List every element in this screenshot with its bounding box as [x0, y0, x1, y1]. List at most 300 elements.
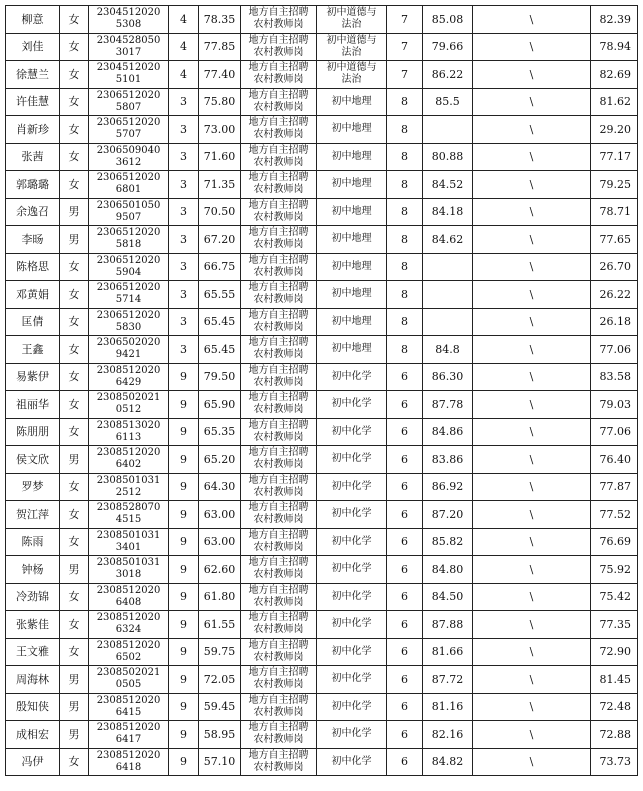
- exam-id-line-2: 6417: [115, 734, 142, 746]
- table-row: [6, 143, 638, 171]
- total-score-cell: 29.20: [591, 116, 638, 144]
- position-line-1: 地方自主招聘: [248, 392, 309, 404]
- exam-id-line-2: 5830: [115, 321, 142, 333]
- exam-id-line-1: 2308512020: [96, 694, 161, 706]
- name-cell: 陈朋朋: [6, 418, 60, 446]
- position-cell: [241, 281, 317, 309]
- exam-id-line-1: 2308512020: [96, 584, 161, 596]
- exam-id-line-1: 2308502021: [96, 667, 161, 679]
- written-score-cell: 71.60: [199, 143, 241, 171]
- exam-id-cell: [89, 363, 169, 391]
- position-line-2: 农村教师岗: [253, 486, 304, 498]
- exam-id-line-1: 2308502021: [96, 392, 161, 404]
- position-line-1: 地方自主招聘: [248, 309, 309, 321]
- name-cell: 匡倩: [6, 308, 60, 336]
- remark-cell: \: [473, 721, 591, 749]
- subject-cell: [317, 143, 387, 171]
- group-cell: 9: [169, 721, 199, 749]
- gender-cell: 女: [60, 253, 89, 281]
- score-table: [5, 5, 638, 776]
- position-line-1: 地方自主招聘: [248, 254, 309, 266]
- position-line-2: 农村教师岗: [253, 239, 304, 251]
- written-score-cell: 77.40: [199, 61, 241, 89]
- subject-line-1: 初中地理: [331, 205, 372, 217]
- name-cell: 徐慧兰: [6, 61, 60, 89]
- name-cell: 邓黄娟: [6, 281, 60, 309]
- position-line-1: 地方自主招聘: [248, 89, 309, 101]
- interview-score-cell: 84.82: [423, 748, 473, 776]
- exam-id-line-1: 2306502020: [96, 337, 161, 349]
- exam-id-line-2: 6113: [115, 431, 142, 443]
- gender-cell: 女: [60, 363, 89, 391]
- interview-score-cell: [423, 116, 473, 144]
- table-row: [6, 528, 638, 556]
- name-cell: 殷知侠: [6, 693, 60, 721]
- exam-id-cell: [89, 61, 169, 89]
- name-cell: 钟杨: [6, 556, 60, 584]
- group-cell: 3: [169, 116, 199, 144]
- subject-line-1: 初中化学: [331, 453, 372, 465]
- position-line-1: 地方自主招聘: [248, 694, 309, 706]
- exam-id-cell: [89, 473, 169, 501]
- group-cell: 9: [169, 363, 199, 391]
- remark-cell: \: [473, 61, 591, 89]
- subject-line-1: 初中化学: [331, 425, 372, 437]
- gender-cell: 女: [60, 88, 89, 116]
- position-line-2: 农村教师岗: [253, 459, 304, 471]
- count-cell: 6: [387, 473, 423, 501]
- count-cell: 8: [387, 171, 423, 199]
- table-row: [6, 363, 638, 391]
- exam-id-line-2: 3018: [115, 569, 142, 581]
- written-score-cell: 70.50: [199, 198, 241, 226]
- subject-line-1: 初中化学: [331, 480, 372, 492]
- position-line-1: 地方自主招聘: [248, 474, 309, 486]
- position-line-1: 地方自主招聘: [248, 144, 309, 156]
- interview-score-cell: [423, 308, 473, 336]
- subject-line-1: 初中地理: [331, 343, 372, 355]
- group-cell: 9: [169, 638, 199, 666]
- count-cell: 6: [387, 721, 423, 749]
- written-score-cell: 78.35: [199, 6, 241, 34]
- interview-score-cell: 80.88: [423, 143, 473, 171]
- exam-id-cell: [89, 253, 169, 281]
- subject-cell: [317, 583, 387, 611]
- position-cell: [241, 61, 317, 89]
- exam-id-cell: [89, 6, 169, 34]
- name-cell: 周海林: [6, 666, 60, 694]
- exam-id-cell: [89, 116, 169, 144]
- subject-cell: [317, 308, 387, 336]
- subject-cell: [317, 253, 387, 281]
- interview-score-cell: 84.86: [423, 418, 473, 446]
- exam-id-cell: [89, 198, 169, 226]
- position-line-1: 地方自主招聘: [248, 557, 309, 569]
- position-line-2: 农村教师岗: [253, 156, 304, 168]
- position-line-2: 农村教师岗: [253, 651, 304, 663]
- position-line-2: 农村教师岗: [253, 349, 304, 361]
- subject-cell: [317, 501, 387, 529]
- position-line-2: 农村教师岗: [253, 266, 304, 278]
- written-score-cell: 65.55: [199, 281, 241, 309]
- exam-id-line-1: 2306512020: [96, 282, 161, 294]
- exam-id-line-1: 2306501050: [96, 199, 161, 211]
- gender-cell: 男: [60, 693, 89, 721]
- exam-id-line-1: 2308512020: [96, 749, 161, 761]
- position-line-2: 农村教师岗: [253, 19, 304, 31]
- count-cell: 8: [387, 281, 423, 309]
- exam-id-line-2: 5707: [115, 129, 142, 141]
- subject-line-1: 初中地理: [331, 233, 372, 245]
- count-cell: 8: [387, 116, 423, 144]
- position-line-1: 地方自主招聘: [248, 529, 309, 541]
- position-line-1: 地方自主招聘: [248, 62, 309, 74]
- count-cell: 6: [387, 611, 423, 639]
- exam-id-cell: [89, 308, 169, 336]
- position-cell: [241, 198, 317, 226]
- position-line-1: 地方自主招聘: [248, 282, 309, 294]
- exam-id-cell: [89, 446, 169, 474]
- exam-id-line-1: 2308512020: [96, 364, 161, 376]
- exam-id-line-2: 6418: [115, 761, 142, 773]
- name-cell: 许佳慧: [6, 88, 60, 116]
- position-line-1: 地方自主招聘: [248, 612, 309, 624]
- position-line-1: 地方自主招聘: [248, 199, 309, 211]
- table-row: [6, 198, 638, 226]
- remark-cell: \: [473, 446, 591, 474]
- exam-id-line-2: 5818: [115, 239, 142, 251]
- position-line-1: 地方自主招聘: [248, 749, 309, 761]
- position-line-1: 地方自主招聘: [248, 447, 309, 459]
- subject-cell: [317, 556, 387, 584]
- name-cell: 李旸: [6, 226, 60, 254]
- position-cell: [241, 721, 317, 749]
- exam-id-line-2: 0512: [115, 404, 142, 416]
- count-cell: 8: [387, 336, 423, 364]
- exam-id-line-2: 6502: [115, 651, 142, 663]
- position-cell: [241, 556, 317, 584]
- count-cell: 6: [387, 556, 423, 584]
- group-cell: 9: [169, 666, 199, 694]
- subject-line-1: 初中地理: [331, 288, 372, 300]
- subject-line-1: 初中化学: [331, 563, 372, 575]
- subject-cell: [317, 391, 387, 419]
- position-line-2: 农村教师岗: [253, 624, 304, 636]
- gender-cell: 女: [60, 528, 89, 556]
- interview-score-cell: 84.62: [423, 226, 473, 254]
- position-line-2: 农村教师岗: [253, 376, 304, 388]
- written-score-cell: 65.90: [199, 391, 241, 419]
- total-score-cell: 77.06: [591, 418, 638, 446]
- position-line-2: 农村教师岗: [253, 129, 304, 141]
- exam-id-cell: [89, 693, 169, 721]
- subject-line-1: 初中化学: [331, 590, 372, 602]
- exam-id-line-1: 2308501031: [96, 529, 161, 541]
- remark-cell: \: [473, 363, 591, 391]
- table-row: [6, 556, 638, 584]
- written-score-cell: 79.50: [199, 363, 241, 391]
- exam-id-cell: [89, 666, 169, 694]
- position-line-1: 地方自主招聘: [248, 337, 309, 349]
- name-cell: 陈雨: [6, 528, 60, 556]
- position-line-2: 农村教师岗: [253, 431, 304, 443]
- interview-score-cell: 85.08: [423, 6, 473, 34]
- remark-cell: \: [473, 528, 591, 556]
- subject-line-1: 初中地理: [331, 150, 372, 162]
- written-score-cell: 71.35: [199, 171, 241, 199]
- exam-id-line-1: 2308512020: [96, 722, 161, 734]
- position-line-2: 农村教师岗: [253, 404, 304, 416]
- position-cell: [241, 501, 317, 529]
- position-cell: [241, 693, 317, 721]
- written-score-cell: 61.55: [199, 611, 241, 639]
- remark-cell: \: [473, 583, 591, 611]
- total-score-cell: 83.58: [591, 363, 638, 391]
- position-cell: [241, 528, 317, 556]
- total-score-cell: 26.22: [591, 281, 638, 309]
- exam-id-cell: [89, 226, 169, 254]
- interview-score-cell: 87.72: [423, 666, 473, 694]
- name-cell: 肖新珍: [6, 116, 60, 144]
- exam-id-line-2: 2512: [115, 486, 142, 498]
- exam-id-line-2: 6408: [115, 596, 142, 608]
- position-line-1: 地方自主招聘: [248, 639, 309, 651]
- position-line-2: 农村教师岗: [253, 46, 304, 58]
- exam-id-cell: [89, 501, 169, 529]
- name-cell: 罗梦: [6, 473, 60, 501]
- group-cell: 3: [169, 253, 199, 281]
- position-line-1: 地方自主招聘: [248, 667, 309, 679]
- position-line-2: 农村教师岗: [253, 321, 304, 333]
- total-score-cell: 77.87: [591, 473, 638, 501]
- count-cell: 8: [387, 198, 423, 226]
- subject-cell: [317, 721, 387, 749]
- name-cell: 王鑫: [6, 336, 60, 364]
- exam-id-line-2: 9507: [115, 211, 142, 223]
- exam-id-line-1: 2304512020: [96, 62, 161, 74]
- subject-cell: [317, 88, 387, 116]
- table-row: [6, 308, 638, 336]
- gender-cell: 女: [60, 501, 89, 529]
- exam-id-line-1: 2308528070: [96, 502, 161, 514]
- total-score-cell: 79.03: [591, 391, 638, 419]
- count-cell: 6: [387, 528, 423, 556]
- table-row: [6, 583, 638, 611]
- group-cell: 4: [169, 61, 199, 89]
- table-row: [6, 33, 638, 61]
- total-score-cell: 72.48: [591, 693, 638, 721]
- table-row: [6, 61, 638, 89]
- total-score-cell: 26.70: [591, 253, 638, 281]
- table-row: [6, 446, 638, 474]
- written-score-cell: 67.20: [199, 226, 241, 254]
- subject-cell: [317, 336, 387, 364]
- group-cell: 4: [169, 33, 199, 61]
- name-cell: 易紫伊: [6, 363, 60, 391]
- table-row: [6, 611, 638, 639]
- remark-cell: \: [473, 198, 591, 226]
- subject-line-1: 初中地理: [331, 178, 372, 190]
- group-cell: 9: [169, 501, 199, 529]
- name-cell: 张紫佳: [6, 611, 60, 639]
- remark-cell: \: [473, 556, 591, 584]
- subject-line-2: 法治: [341, 19, 362, 31]
- position-line-2: 农村教师岗: [253, 184, 304, 196]
- total-score-cell: 78.71: [591, 198, 638, 226]
- name-cell: 郭璐璐: [6, 171, 60, 199]
- remark-cell: \: [473, 693, 591, 721]
- exam-id-cell: [89, 336, 169, 364]
- group-cell: 3: [169, 226, 199, 254]
- exam-id-line-2: 6801: [115, 184, 142, 196]
- group-cell: 3: [169, 336, 199, 364]
- gender-cell: 女: [60, 116, 89, 144]
- remark-cell: \: [473, 143, 591, 171]
- table-row: [6, 473, 638, 501]
- written-score-cell: 65.45: [199, 308, 241, 336]
- interview-score-cell: 87.78: [423, 391, 473, 419]
- interview-score-cell: 83.86: [423, 446, 473, 474]
- interview-score-cell: 81.66: [423, 638, 473, 666]
- written-score-cell: 66.75: [199, 253, 241, 281]
- group-cell: 3: [169, 281, 199, 309]
- group-cell: 3: [169, 198, 199, 226]
- gender-cell: 女: [60, 33, 89, 61]
- exam-id-line-2: 6415: [115, 706, 142, 718]
- exam-id-line-2: 6324: [115, 624, 142, 636]
- position-cell: [241, 253, 317, 281]
- position-cell: [241, 666, 317, 694]
- position-line-2: 农村教师岗: [253, 74, 304, 86]
- subject-line-1: 初中道德与: [326, 62, 377, 74]
- exam-id-cell: [89, 556, 169, 584]
- exam-id-line-2: 6402: [115, 459, 142, 471]
- gender-cell: 女: [60, 473, 89, 501]
- interview-score-cell: 87.20: [423, 501, 473, 529]
- subject-cell: [317, 748, 387, 776]
- remark-cell: \: [473, 253, 591, 281]
- written-score-cell: 65.35: [199, 418, 241, 446]
- position-line-1: 地方自主招聘: [248, 502, 309, 514]
- exam-id-line-2: 9421: [115, 349, 142, 361]
- position-cell: [241, 116, 317, 144]
- gender-cell: 男: [60, 556, 89, 584]
- group-cell: 9: [169, 748, 199, 776]
- position-line-1: 地方自主招聘: [248, 722, 309, 734]
- exam-id-line-1: 2308513020: [96, 419, 161, 431]
- exam-id-cell: [89, 88, 169, 116]
- group-cell: 9: [169, 391, 199, 419]
- interview-score-cell: 85.82: [423, 528, 473, 556]
- subject-line-1: 初中化学: [331, 755, 372, 767]
- written-score-cell: 65.20: [199, 446, 241, 474]
- total-score-cell: 77.35: [591, 611, 638, 639]
- table-row: [6, 336, 638, 364]
- exam-id-line-2: 6429: [115, 376, 142, 388]
- exam-id-line-1: 2308501031: [96, 474, 161, 486]
- exam-id-cell: [89, 583, 169, 611]
- exam-id-line-1: 2304528050: [96, 34, 161, 46]
- gender-cell: 女: [60, 171, 89, 199]
- subject-line-1: 初中化学: [331, 370, 372, 382]
- subject-cell: [317, 418, 387, 446]
- count-cell: 6: [387, 583, 423, 611]
- gender-cell: 男: [60, 446, 89, 474]
- group-cell: 9: [169, 528, 199, 556]
- name-cell: 贺江萍: [6, 501, 60, 529]
- group-cell: 9: [169, 556, 199, 584]
- written-score-cell: 59.75: [199, 638, 241, 666]
- name-cell: 陈格思: [6, 253, 60, 281]
- count-cell: 6: [387, 391, 423, 419]
- exam-id-line-1: 2308512020: [96, 447, 161, 459]
- position-line-1: 地方自主招聘: [248, 364, 309, 376]
- exam-id-line-2: 5714: [115, 294, 142, 306]
- position-line-2: 农村教师岗: [253, 679, 304, 691]
- table-row: [6, 748, 638, 776]
- subject-line-1: 初中地理: [331, 260, 372, 272]
- remark-cell: \: [473, 391, 591, 419]
- count-cell: 6: [387, 693, 423, 721]
- gender-cell: 女: [60, 336, 89, 364]
- subject-cell: [317, 446, 387, 474]
- position-cell: [241, 418, 317, 446]
- subject-cell: [317, 116, 387, 144]
- exam-id-cell: [89, 418, 169, 446]
- remark-cell: \: [473, 336, 591, 364]
- position-cell: [241, 363, 317, 391]
- exam-id-cell: [89, 171, 169, 199]
- position-line-1: 地方自主招聘: [248, 7, 309, 19]
- interview-score-cell: [423, 253, 473, 281]
- exam-id-line-1: 2306512020: [96, 172, 161, 184]
- interview-score-cell: 81.16: [423, 693, 473, 721]
- exam-id-cell: [89, 33, 169, 61]
- written-score-cell: 73.00: [199, 116, 241, 144]
- remark-cell: \: [473, 638, 591, 666]
- position-cell: [241, 143, 317, 171]
- gender-cell: 女: [60, 391, 89, 419]
- table-row: [6, 418, 638, 446]
- remark-cell: \: [473, 171, 591, 199]
- total-score-cell: 75.92: [591, 556, 638, 584]
- name-cell: 柳意: [6, 6, 60, 34]
- total-score-cell: 81.62: [591, 88, 638, 116]
- position-line-1: 地方自主招聘: [248, 227, 309, 239]
- exam-id-line-1: 2306512020: [96, 227, 161, 239]
- name-cell: 祖丽华: [6, 391, 60, 419]
- remark-cell: \: [473, 88, 591, 116]
- exam-id-line-2: 5904: [115, 266, 142, 278]
- total-score-cell: 82.69: [591, 61, 638, 89]
- gender-cell: 女: [60, 281, 89, 309]
- table-row: [6, 88, 638, 116]
- group-cell: 9: [169, 693, 199, 721]
- exam-id-line-1: 2308512020: [96, 612, 161, 624]
- exam-id-line-1: 2308512020: [96, 639, 161, 651]
- group-cell: 3: [169, 88, 199, 116]
- group-cell: 9: [169, 583, 199, 611]
- exam-id-line-2: 3017: [115, 46, 142, 58]
- table-body: [6, 6, 638, 776]
- count-cell: 6: [387, 748, 423, 776]
- total-score-cell: 79.25: [591, 171, 638, 199]
- exam-id-line-2: 3401: [115, 541, 142, 553]
- total-score-cell: 81.45: [591, 666, 638, 694]
- remark-cell: \: [473, 33, 591, 61]
- position-cell: [241, 638, 317, 666]
- name-cell: 侯文欣: [6, 446, 60, 474]
